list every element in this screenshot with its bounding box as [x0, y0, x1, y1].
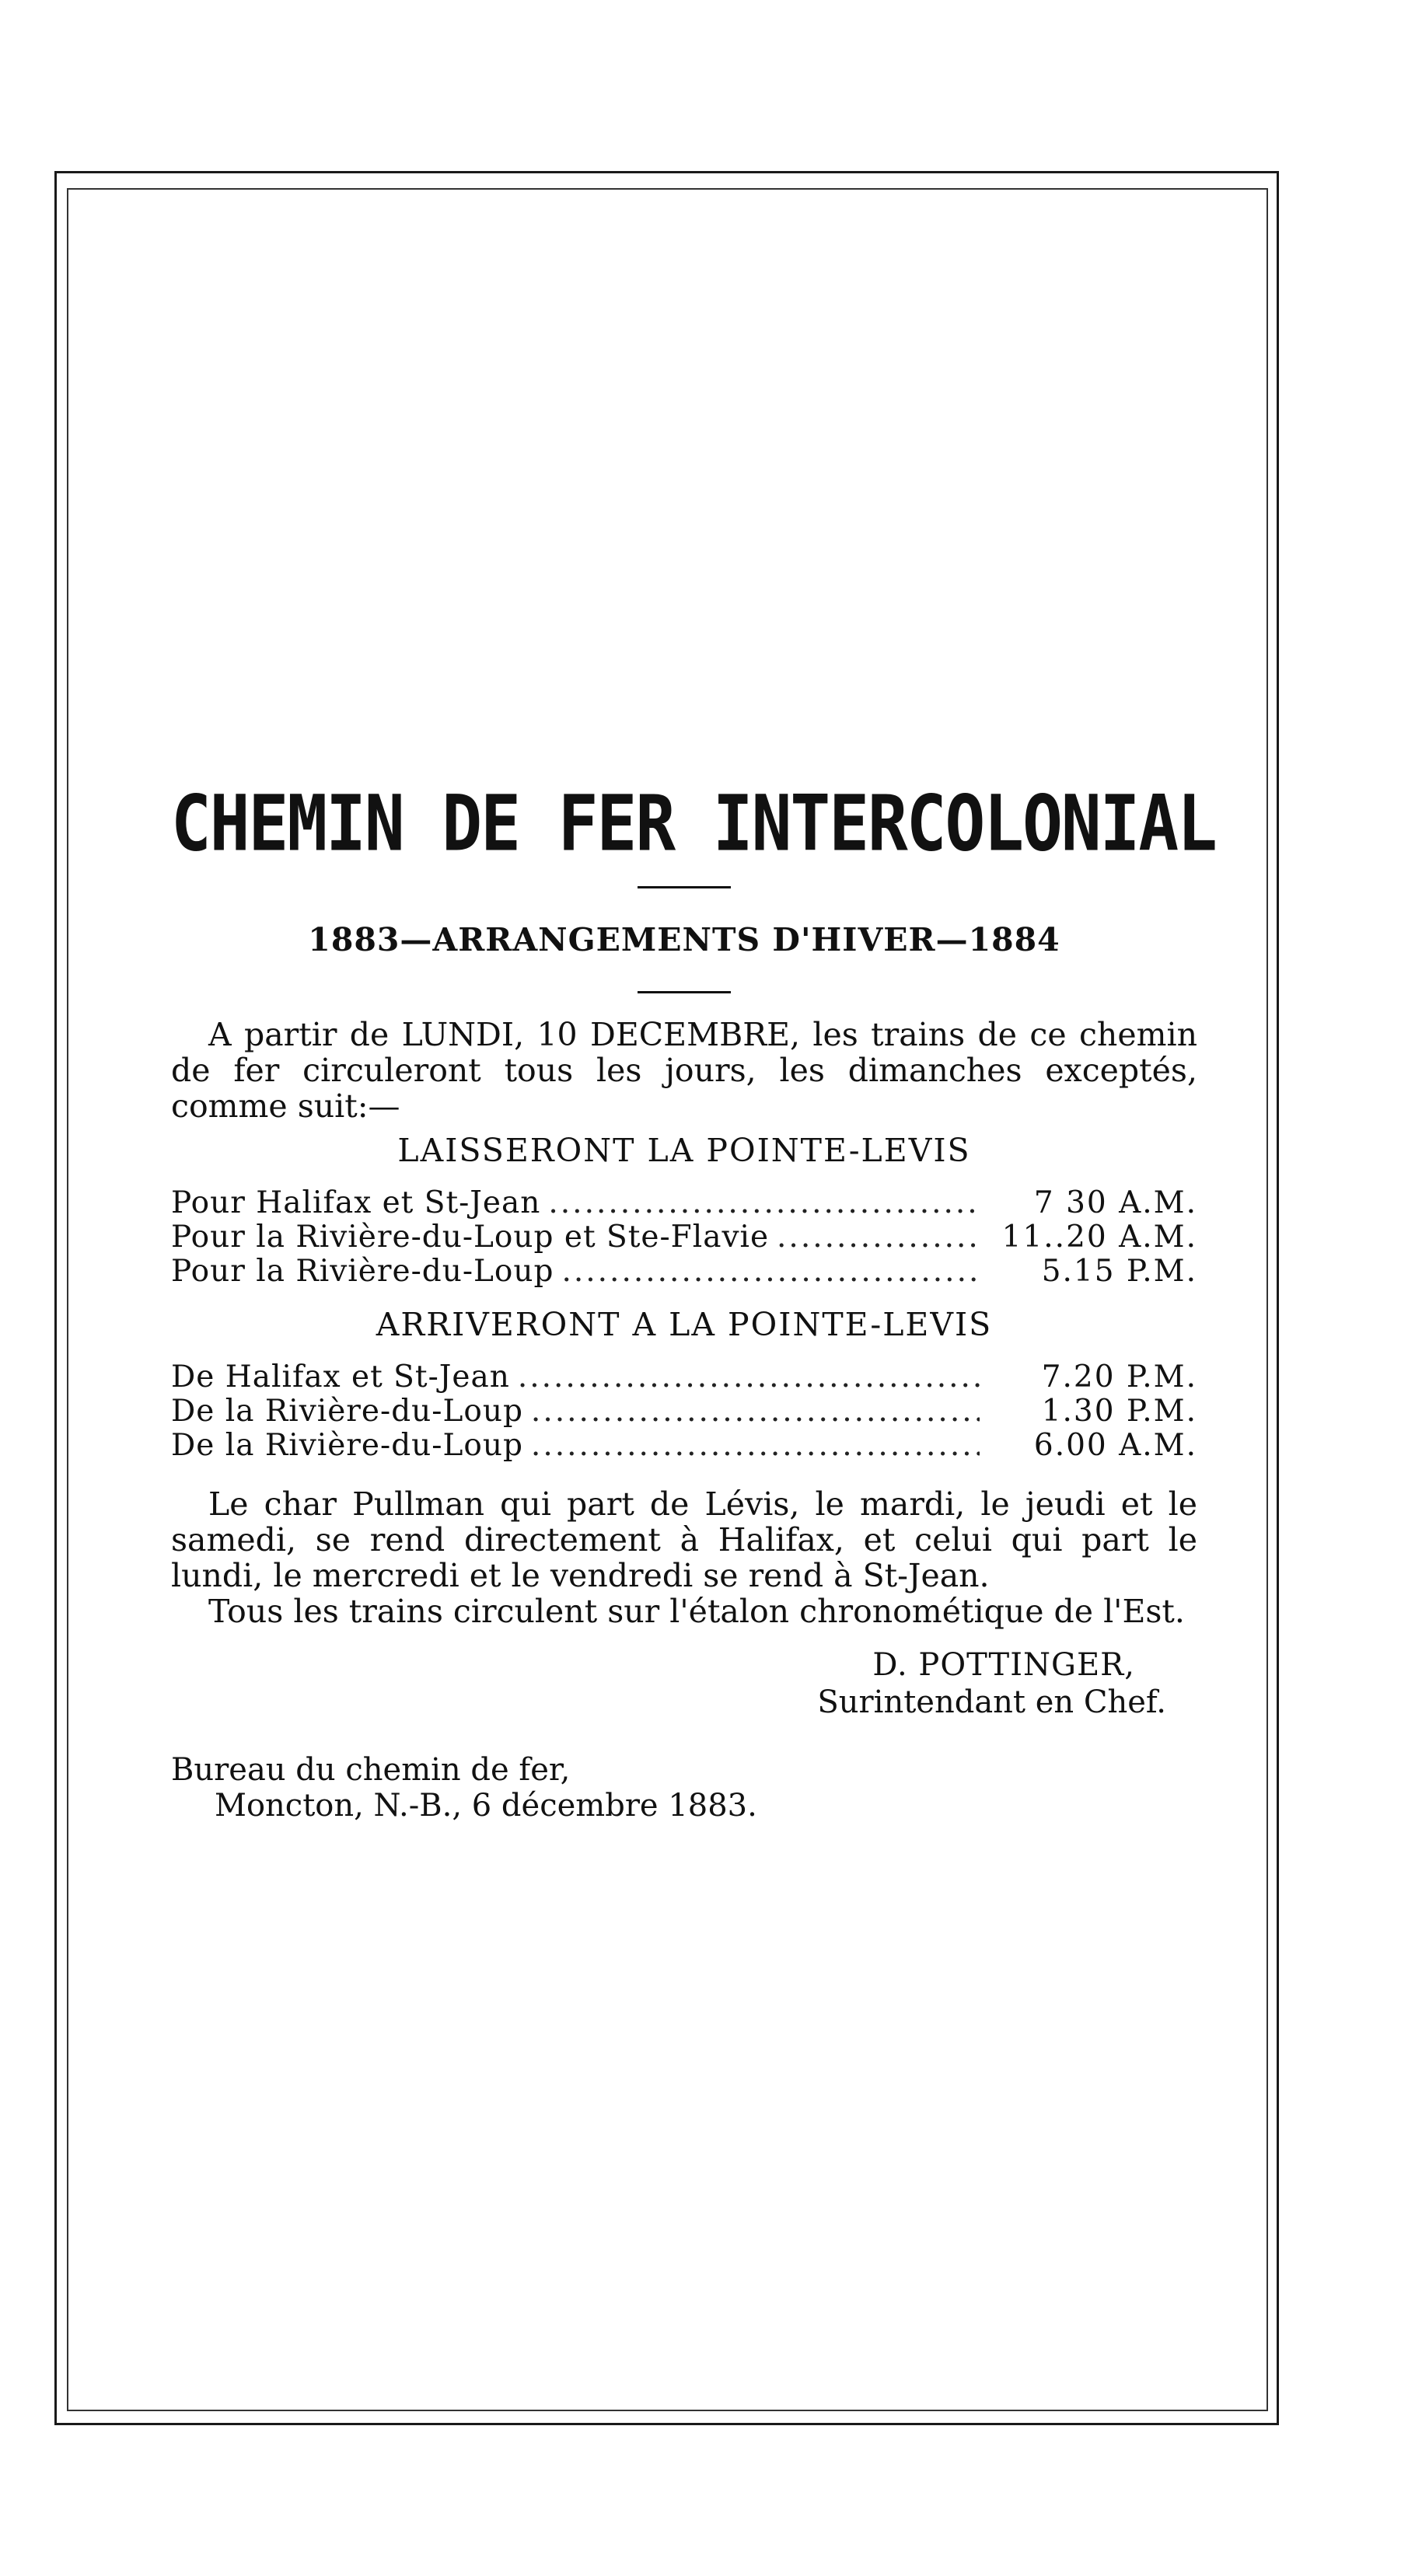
departure-place: Pour Halifax et St-Jean — [171, 1185, 541, 1220]
subtitle-divider — [638, 991, 731, 993]
office-block — [171, 1752, 1197, 1824]
arrival-row — [171, 1360, 1197, 1394]
signatory-name: D. POTTINGER, — [872, 1647, 1135, 1683]
pullman-note: Le char Pullman qui part de Lévis, le mardi, le jeudi et le samedi, se rend directement à Halifax, et celui qui part le lundi, le mercredi et le vendredi se rend à St-Jean. — [171, 1485, 1197, 1594]
departure-row — [171, 1255, 1197, 1289]
office-date-line: Moncton, N.-B., 6 décembre 1883. — [215, 1788, 757, 1824]
signature-block — [171, 1646, 1197, 1721]
departure-time: 7 30 A.M. — [1033, 1185, 1197, 1220]
departure-place: Pour la Rivière-du-Loup — [171, 1254, 554, 1289]
departure-row — [171, 1186, 1197, 1220]
arrival-row — [171, 1429, 1197, 1463]
arrivals-table — [171, 1360, 1197, 1463]
leader-dots — [518, 1360, 980, 1394]
arrival-place: De la Rivière-du-Loup — [171, 1428, 523, 1463]
departure-time: 11..20 A.M. — [1001, 1220, 1197, 1255]
title-divider — [638, 886, 731, 888]
leader-dots — [777, 1220, 980, 1255]
notice-subtitle: 1883—ARRANGEMENTS D'HIVER—1884 — [308, 921, 1060, 958]
leader-dots — [531, 1429, 980, 1463]
notice-title: CHEMIN DE FER INTERCOLONIAL — [171, 779, 1216, 869]
time-standard-note: Tous les trains circulent sur l'étalon chronométique de l'Est. — [208, 1593, 1185, 1630]
notice-body — [171, 779, 1216, 1824]
departure-time: 5.15 P.M. — [1041, 1254, 1197, 1289]
arrival-place: De la Rivière-du-Loup — [171, 1394, 523, 1429]
arrival-row — [171, 1394, 1197, 1429]
intro-paragraph: A partir de LUNDI, 10 DECEMBRE, les trains de ce chemin de fer circuleront tous les jours, les dimanches exceptés, comme suit:— — [171, 1016, 1197, 1125]
arrivals-heading: ARRIVERONT A LA POINTE-LEVIS — [376, 1306, 993, 1343]
departure-place: Pour la Rivière-du-Loup et Ste-Flavie — [171, 1220, 770, 1255]
arrival-time: 7.20 P.M. — [1041, 1360, 1197, 1394]
arrival-time: 1.30 P.M. — [1041, 1394, 1197, 1429]
departures-heading: LAISSERONT LA POINTE-LEVIS — [397, 1132, 971, 1169]
leader-dots — [548, 1186, 980, 1220]
departure-row — [171, 1220, 1197, 1255]
arrival-place: De Halifax et St-Jean — [171, 1360, 510, 1394]
office-line: Bureau du chemin de fer, — [171, 1752, 571, 1788]
signatory-title: Surintendant en Chef. — [817, 1684, 1166, 1720]
departures-table — [171, 1186, 1197, 1289]
leader-dots — [531, 1394, 980, 1429]
arrival-time: 6.00 A.M. — [1033, 1428, 1197, 1463]
leader-dots — [561, 1255, 980, 1289]
